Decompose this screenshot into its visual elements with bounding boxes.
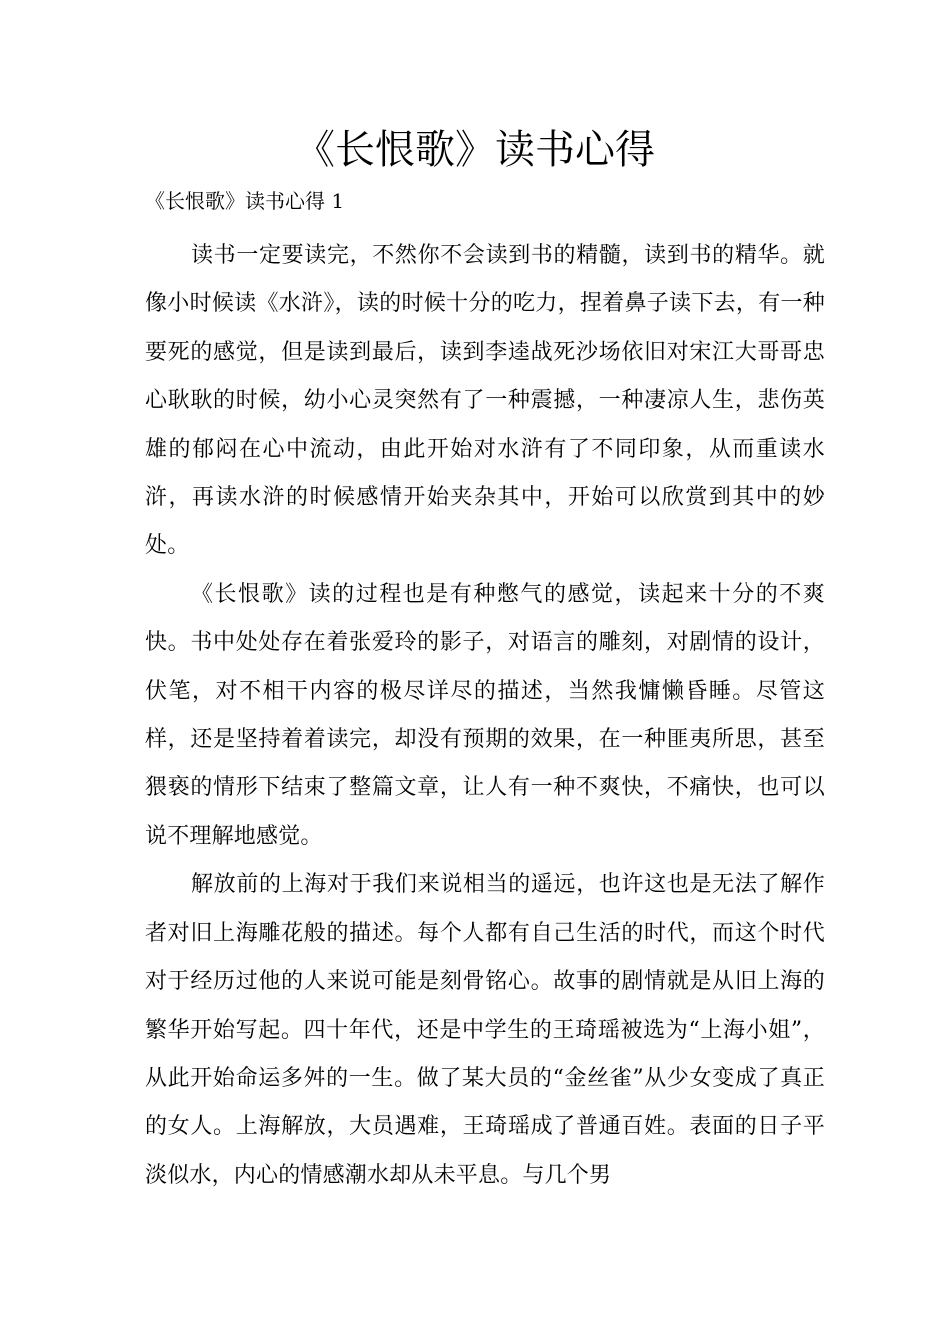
paragraph-1: 读书一定要读完，不然你不会读到书的精髓，读到书的精华。就像小时候读《水浒》，读的时候十分的吃力，捏着鼻子读下去，有一种要死的感觉，但是读到最后，读到李逵战死沙场依旧对宋江大哥哥忠心耿耿的时候，幼小心灵突然有了一种震撼，一种凄凉人生，悲伤英雄的郁闷在心中流动，由此开始对水浒有了不同印象，从而重读水浒，再读水浒的时候感情开始夹杂其中，开始可以欣赏到其中的妙处。 [145,243,825,559]
paragraph-3: 解放前的上海对于我们来说相当的遥远，也许这也是无法了解作者对旧上海雕花般的描述。每个人都有自己生活的时代，而这个时代对于经历过他的人来说可能是刻骨铭心。故事的剧情就是从旧上海的繁华开始写起。四十年代，还是中学生的王琦瑶被选为“上海小姐”，从此开始命运多舛的一生。做了某大员的“金丝雀”从少女变成了真正的女人。上海解放，大员遇难，王琦瑶成了普通百姓。表面的日子平淡似水，内心的情感潮水却从未平息。与几个男 [145,872,825,1188]
document-title: 《长恨歌》读书心得 [295,127,655,173]
document-body [145,232,825,1200]
paragraph-2: 《长恨歌》读的过程也是有种憋气的感觉，读起来十分的不爽快。书中处处存在着张爱玲的影子，对语言的雕刻，对剧情的设计，伏笔，对不相干内容的极尽详尽的描述，当然我慵懒昏睡。尽管这样，还是坚持着着读完，却没有预期的效果，在一种匪夷所思，甚至猥亵的情形下结束了整篇文章，让人有一种不爽快，不痛快，也可以说不理解地感觉。 [145,581,825,849]
document-subtitle: 《长恨歌》读书心得 1 [145,189,345,213]
